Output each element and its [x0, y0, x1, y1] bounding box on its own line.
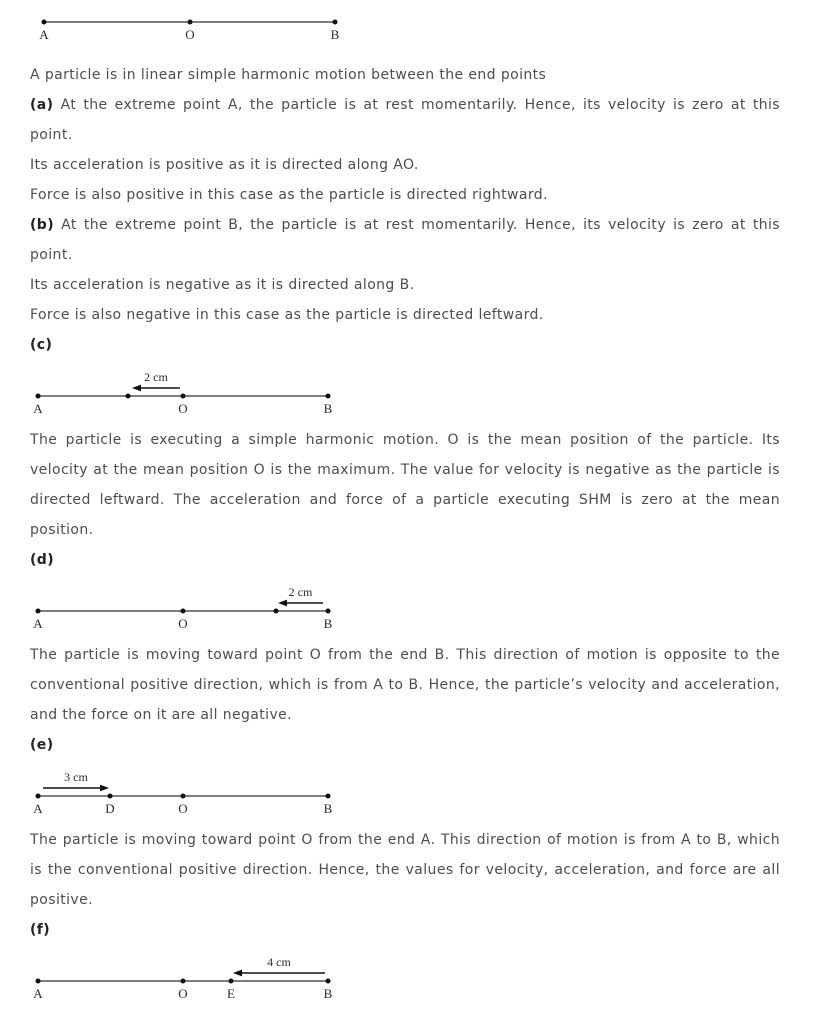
- section-label-b: (b): [30, 217, 55, 233]
- arrow-head: [132, 385, 141, 392]
- point-label: O: [178, 986, 188, 1001]
- arrow-head: [233, 970, 242, 977]
- section-label-f: (f): [30, 922, 51, 938]
- answer-e-text: The particle is moving toward point O from the end A. This direction of motion is from A to B, which is the conventional positive direction. Hence, the values for velocity, acceleration, and force are all positive.: [30, 832, 780, 908]
- diagram-canvas: [0, 949, 370, 1003]
- point-label: A: [39, 27, 49, 42]
- answer-c-text: The particle is executing a simple harmonic motion. O is the mean position of the particle. Its velocity at the mean position O is the maximum. The value for velocity is negative as the particle is directed leftward. The acceleration and force of a particle executing SHM is zero at the mean position.: [30, 432, 780, 538]
- arrow-head: [278, 600, 287, 607]
- point-label: O: [185, 27, 195, 42]
- answer-b-acceleration-note: Its acceleration is negative as it is directed along B.: [30, 277, 415, 293]
- point-dot: [326, 394, 331, 399]
- section-label-e: (e): [30, 737, 54, 753]
- shm-axis-diagram-f: [0, 949, 820, 1007]
- shm-axis-diagram-main: [0, 6, 820, 54]
- answer-b-force-note: Force is also negative in this case as the particle is directed leftward.: [30, 307, 544, 323]
- diagram-canvas: [0, 764, 370, 818]
- answer-a-acceleration-note: Its acceleration is positive as it is directed along AO.: [30, 157, 419, 173]
- answer-b: [30, 210, 780, 270]
- point-dot: [326, 609, 331, 614]
- point-dot: [36, 794, 41, 799]
- arrow-distance-label: 2 cm: [144, 370, 168, 384]
- point-label: B: [330, 27, 340, 42]
- diagram-canvas: [0, 579, 370, 633]
- intro-text: A particle is in linear simple harmonic motion between the end points: [30, 67, 547, 83]
- arrow-distance-label: 2 cm: [288, 585, 313, 599]
- section-heading-e: [30, 730, 780, 760]
- point-label: A: [33, 986, 43, 1001]
- answer-a: [30, 90, 780, 150]
- point-label: A: [33, 801, 43, 816]
- section-label-d: (d): [30, 552, 55, 568]
- point-dot: [181, 394, 186, 399]
- point-dot: [188, 20, 193, 25]
- point-dot: [181, 609, 186, 614]
- point-label: B: [323, 801, 333, 816]
- shm-axis-diagram-e: [0, 764, 820, 822]
- point-dot: [36, 979, 41, 984]
- point-dot: [181, 794, 186, 799]
- point-label: B: [323, 401, 333, 416]
- diagram-canvas: [0, 6, 370, 50]
- section-heading-c: [30, 330, 780, 360]
- section-heading-f: [30, 915, 780, 945]
- arrow-distance-label: 4 cm: [267, 955, 291, 969]
- answer-d-text: The particle is moving toward point O from the end B. This direction of motion is opposite to the conventional positive direction, which is from A to B. Hence, the particle’s velocity and acceleration, and the force on it are all negative.: [30, 647, 780, 723]
- point-dot: [326, 794, 331, 799]
- section-label-c: (c): [30, 337, 53, 353]
- answer-b-text: At the extreme point B, the particle is at rest momentarily. Hence, its velocity is zero at this point.: [30, 217, 780, 263]
- shm-axis-diagram-c: [0, 364, 820, 422]
- point-label: O: [178, 616, 188, 631]
- point-dot: [36, 609, 41, 614]
- diagram-canvas: [0, 364, 370, 418]
- arrow-distance-label: 3 cm: [64, 770, 88, 784]
- point-label: B: [323, 986, 333, 1001]
- arrow-head: [100, 785, 109, 792]
- point-label: B: [323, 616, 333, 631]
- point-dot: [42, 20, 47, 25]
- point-label: A: [33, 401, 43, 416]
- point-dot: [181, 979, 186, 984]
- point-label: O: [178, 801, 188, 816]
- section-label-a: (a): [30, 97, 54, 113]
- point-label: E: [227, 986, 235, 1001]
- point-dot: [126, 394, 131, 399]
- point-dot: [326, 979, 331, 984]
- point-label: D: [105, 801, 115, 816]
- point-dot: [108, 794, 113, 799]
- answer-a-text: At the extreme point A, the particle is at rest momentarily. Hence, its velocity is zero at this point.: [30, 97, 780, 143]
- point-dot: [333, 20, 338, 25]
- point-label: A: [33, 616, 43, 631]
- point-dot: [36, 394, 41, 399]
- point-dot: [229, 979, 234, 984]
- shm-axis-diagram-d: [0, 579, 820, 637]
- section-heading-d: [30, 545, 780, 575]
- answer-a-force-note: Force is also positive in this case as the particle is directed rightward.: [30, 187, 548, 203]
- point-dot: [274, 609, 279, 614]
- point-label: O: [178, 401, 188, 416]
